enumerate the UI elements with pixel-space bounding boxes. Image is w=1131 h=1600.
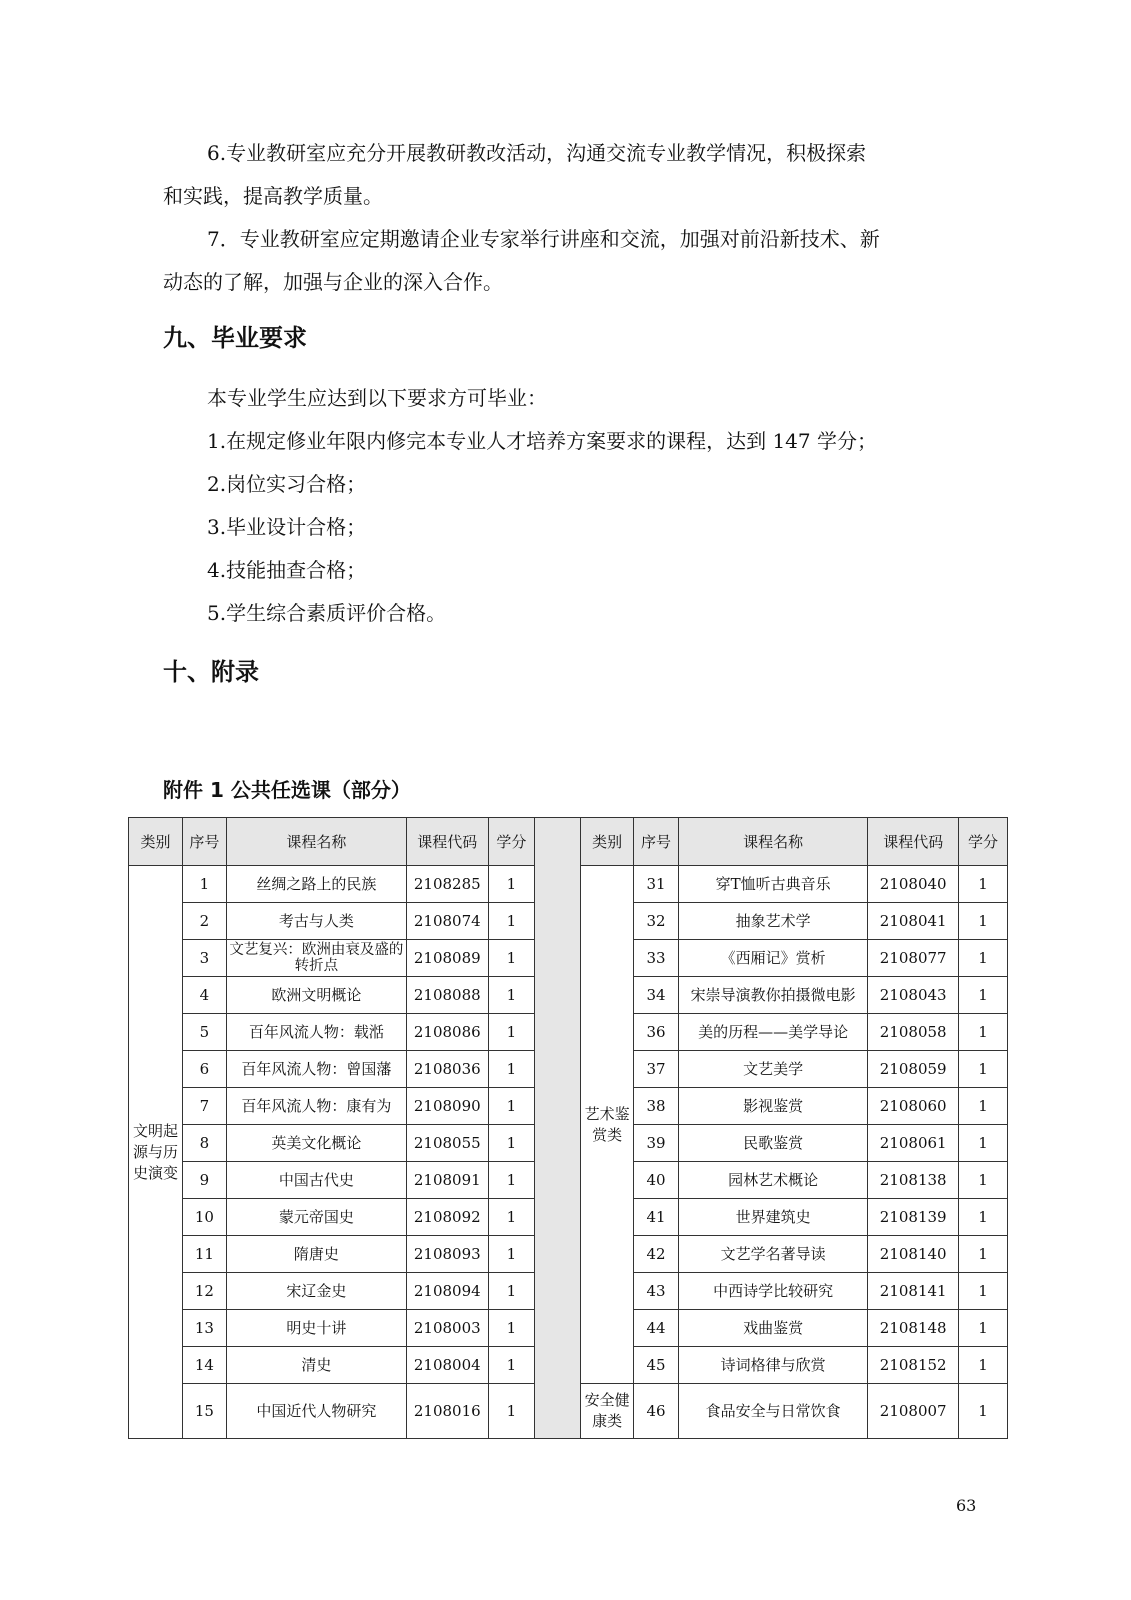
course-number: 9 [182, 1162, 226, 1199]
course-name: 宋崇导演教你拍摄微电影 [678, 977, 867, 1014]
course-code: 2108041 [868, 903, 959, 940]
course-number: 12 [182, 1273, 226, 1310]
course-code: 2108043 [868, 977, 959, 1014]
course-credits: 1 [959, 1051, 1008, 1088]
course-number: 34 [634, 977, 679, 1014]
course-code: 2108138 [868, 1162, 959, 1199]
course-name: 中国近代人物研究 [226, 1384, 406, 1439]
course-name: 中西诗学比较研究 [678, 1273, 867, 1310]
course-code: 2108088 [407, 977, 488, 1014]
course-number: 14 [182, 1347, 226, 1384]
header-course-name: 课程名称 [678, 818, 867, 866]
course-credits: 1 [488, 1014, 535, 1051]
course-credits: 1 [488, 1384, 535, 1439]
course-credits: 1 [959, 1273, 1008, 1310]
paragraph-7-line-2: 动态的了解，加强与企业的深入合作。 [163, 270, 503, 294]
section-9-heading: 九、毕业要求 [163, 324, 307, 352]
course-credits: 1 [959, 1384, 1008, 1439]
course-number: 13 [182, 1310, 226, 1347]
course-number: 8 [182, 1125, 226, 1162]
gap-column [535, 818, 581, 1439]
course-credits: 1 [488, 866, 535, 903]
course-code: 2108090 [407, 1088, 488, 1125]
paragraph-7-line-1: 7．专业教研室应定期邀请企业专家举行讲座和交流，加强对前沿新技术、新 [207, 227, 880, 251]
course-number: 6 [182, 1051, 226, 1088]
course-name: 《西厢记》赏析 [678, 940, 867, 977]
course-number: 15 [182, 1384, 226, 1439]
graduation-item: 4.技能抽查合格； [207, 558, 367, 582]
course-name: 诗词格律与欣赏 [678, 1347, 867, 1384]
category-cell: 艺术鉴赏类 [581, 866, 634, 1384]
course-number: 5 [182, 1014, 226, 1051]
course-credits: 1 [959, 1162, 1008, 1199]
course-number: 37 [634, 1051, 679, 1088]
course-name: 蒙元帝国史 [226, 1199, 406, 1236]
course-credits: 1 [959, 1014, 1008, 1051]
course-name: 百年风流人物：康有为 [226, 1088, 406, 1125]
course-credits: 1 [959, 1347, 1008, 1384]
course-number: 42 [634, 1236, 679, 1273]
course-name: 穿T恤听古典音乐 [678, 866, 867, 903]
course-credits: 1 [488, 1088, 535, 1125]
course-code: 2108093 [407, 1236, 488, 1273]
course-code: 2108139 [868, 1199, 959, 1236]
course-number: 10 [182, 1199, 226, 1236]
header-course-code: 课程代码 [407, 818, 488, 866]
paragraph-6-line-2: 和实践，提高教学质量。 [163, 184, 383, 208]
course-name: 明史十讲 [226, 1310, 406, 1347]
course-number: 46 [634, 1384, 679, 1439]
course-name: 欧洲文明概论 [226, 977, 406, 1014]
course-credits: 1 [488, 1162, 535, 1199]
section-10-heading: 十、附录 [163, 658, 259, 686]
course-credits: 1 [488, 1236, 535, 1273]
course-number: 44 [634, 1310, 679, 1347]
course-number: 36 [634, 1014, 679, 1051]
course-credits: 1 [959, 1236, 1008, 1273]
course-code: 2108060 [868, 1088, 959, 1125]
course-code: 2108074 [407, 903, 488, 940]
course-code: 2108285 [407, 866, 488, 903]
course-credits: 1 [488, 1273, 535, 1310]
course-credits: 1 [488, 903, 535, 940]
course-code: 2108016 [407, 1384, 488, 1439]
course-number: 41 [634, 1199, 679, 1236]
course-name: 英美文化概论 [226, 1125, 406, 1162]
course-number: 7 [182, 1088, 226, 1125]
course-code: 2108094 [407, 1273, 488, 1310]
graduation-item: 3.毕业设计合格； [207, 515, 367, 539]
course-number: 32 [634, 903, 679, 940]
course-number: 33 [634, 940, 679, 977]
course-code: 2108055 [407, 1125, 488, 1162]
graduation-intro: 本专业学生应达到以下要求方可毕业： [207, 386, 547, 410]
course-code: 2108152 [868, 1347, 959, 1384]
course-name: 民歌鉴赏 [678, 1125, 867, 1162]
course-name: 文艺美学 [678, 1051, 867, 1088]
course-code: 2108036 [407, 1051, 488, 1088]
course-code: 2108007 [868, 1384, 959, 1439]
course-credits: 1 [488, 1310, 535, 1347]
course-code: 2108140 [868, 1236, 959, 1273]
course-number: 3 [182, 940, 226, 977]
table-caption: 附件 1 公共任选课（部分） [163, 778, 411, 802]
course-code: 2108091 [407, 1162, 488, 1199]
course-code: 2108086 [407, 1014, 488, 1051]
course-credits: 1 [488, 1125, 535, 1162]
course-number: 4 [182, 977, 226, 1014]
course-code: 2108003 [407, 1310, 488, 1347]
course-code: 2108089 [407, 940, 488, 977]
course-name: 戏曲鉴赏 [678, 1310, 867, 1347]
course-credits: 1 [488, 940, 535, 977]
course-code: 2108040 [868, 866, 959, 903]
course-credits: 1 [959, 1199, 1008, 1236]
course-number: 45 [634, 1347, 679, 1384]
course-name: 丝绸之路上的民族 [226, 866, 406, 903]
course-number: 43 [634, 1273, 679, 1310]
paragraph-6-line-1: 6.专业教研室应充分开展教研教改活动，沟通交流专业教学情况，积极探索 [207, 141, 867, 165]
course-credits: 1 [959, 1310, 1008, 1347]
course-code: 2108092 [407, 1199, 488, 1236]
course-name: 美的历程——美学导论 [678, 1014, 867, 1051]
course-name: 隋唐史 [226, 1236, 406, 1273]
course-code: 2108058 [868, 1014, 959, 1051]
header-course-code: 课程代码 [868, 818, 959, 866]
graduation-item: 2.岗位实习合格； [207, 472, 367, 496]
course-name: 清史 [226, 1347, 406, 1384]
header-credits: 学分 [959, 818, 1008, 866]
elective-courses-table [128, 817, 1008, 1439]
header-course-name: 课程名称 [226, 818, 406, 866]
course-name: 中国古代史 [226, 1162, 406, 1199]
course-credits: 1 [488, 977, 535, 1014]
graduation-item: 1.在规定修业年限内修完本专业人才培养方案要求的课程，达到 147 学分； [207, 429, 877, 453]
course-name: 文艺复兴：欧洲由衰及盛的转折点 [226, 940, 406, 977]
course-credits: 1 [959, 1125, 1008, 1162]
course-number: 11 [182, 1236, 226, 1273]
course-number: 31 [634, 866, 679, 903]
header-credits: 学分 [488, 818, 535, 866]
course-credits: 1 [488, 1051, 535, 1088]
course-name: 园林艺术概论 [678, 1162, 867, 1199]
course-name: 世界建筑史 [678, 1199, 867, 1236]
course-name: 考古与人类 [226, 903, 406, 940]
course-credits: 1 [959, 977, 1008, 1014]
course-code: 2108061 [868, 1125, 959, 1162]
graduation-item: 5.学生综合素质评价合格。 [207, 601, 447, 625]
header-category: 类别 [129, 818, 183, 866]
course-name: 宋辽金史 [226, 1273, 406, 1310]
course-code: 2108004 [407, 1347, 488, 1384]
course-name: 影视鉴赏 [678, 1088, 867, 1125]
course-code: 2108141 [868, 1273, 959, 1310]
course-code: 2108059 [868, 1051, 959, 1088]
course-code: 2108148 [868, 1310, 959, 1347]
course-credits: 1 [959, 903, 1008, 940]
course-name: 文艺学名著导读 [678, 1236, 867, 1273]
course-code: 2108077 [868, 940, 959, 977]
course-credits: 1 [488, 1199, 535, 1236]
course-credits: 1 [488, 1347, 535, 1384]
category-cell: 安全健康类 [581, 1384, 634, 1439]
page-number: 63 [956, 1496, 977, 1515]
header-number: 序号 [634, 818, 679, 866]
course-credits: 1 [959, 866, 1008, 903]
course-name: 百年风流人物：曾国藩 [226, 1051, 406, 1088]
course-name: 抽象艺术学 [678, 903, 867, 940]
course-name: 食品安全与日常饮食 [678, 1384, 867, 1439]
course-number: 38 [634, 1088, 679, 1125]
course-credits: 1 [959, 940, 1008, 977]
course-credits: 1 [959, 1088, 1008, 1125]
table-header-row [129, 818, 1008, 866]
header-number: 序号 [182, 818, 226, 866]
course-name: 百年风流人物：载湉 [226, 1014, 406, 1051]
course-number: 1 [182, 866, 226, 903]
course-number: 40 [634, 1162, 679, 1199]
header-category: 类别 [581, 818, 634, 866]
course-number: 2 [182, 903, 226, 940]
category-cell: 文明起源与历史演变 [129, 866, 183, 1439]
course-number: 39 [634, 1125, 679, 1162]
